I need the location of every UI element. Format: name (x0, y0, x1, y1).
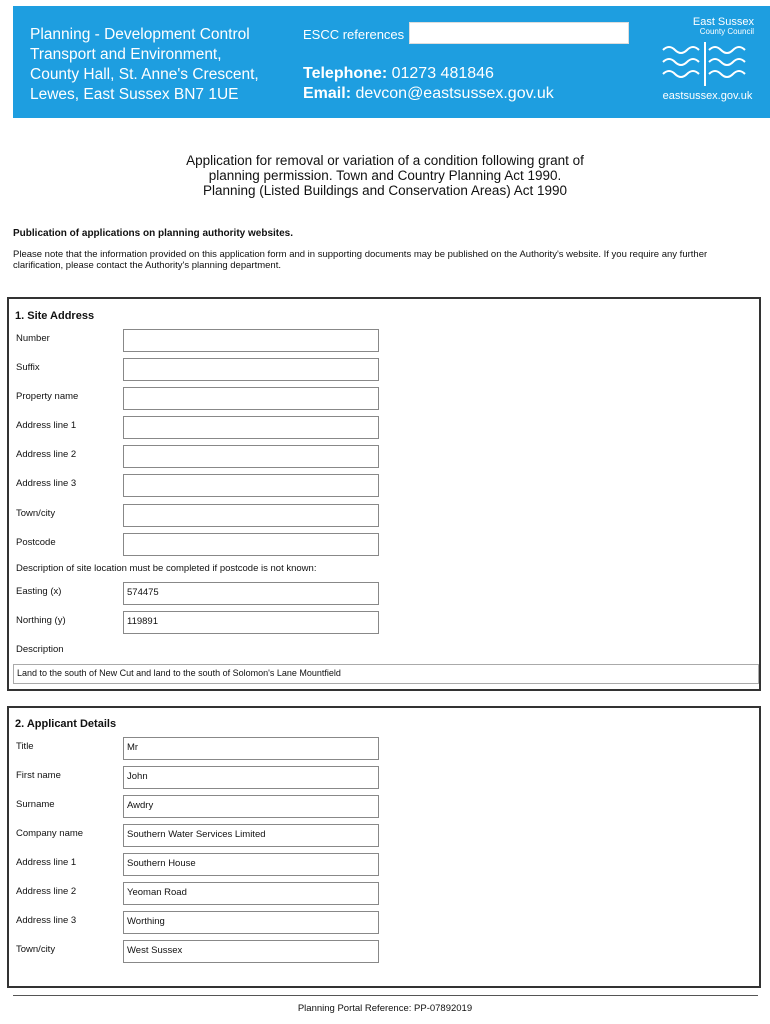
address-line-1-input[interactable] (123, 416, 379, 439)
applicant-address-line-3-input[interactable]: Worthing (123, 911, 379, 934)
applicant-town-city-input[interactable]: West Sussex (123, 940, 379, 963)
waves-icon (661, 42, 753, 86)
header-banner (13, 6, 770, 118)
postcode-input[interactable] (123, 533, 379, 556)
field-label: Postcode (16, 537, 56, 548)
council-logo: East Sussex County Council eastsussex.gov.uk (655, 14, 760, 110)
telephone-number: 01273 481846 (391, 65, 494, 82)
section-title: 1. Site Address (15, 310, 95, 322)
applicant-details-section (7, 706, 761, 988)
field-label: Easting (x) (16, 586, 62, 597)
field-label: Title (16, 741, 34, 752)
form-title: Application for removal or variation of a condition following grant of planning permission. Town and Country Planning Act 1990. Planning (Listed Buildings and Conservation Areas) Act 1990 (186, 153, 584, 198)
publication-heading: Publication of applications on planning authority websites. (13, 228, 294, 239)
field-label: Suffix (16, 362, 40, 373)
northing-input[interactable]: 119891 (123, 611, 379, 634)
description-input[interactable]: Land to the south of New Cut and land to the south of Solomon's Lane Mountfield (13, 664, 759, 684)
office-address: Planning - Development Control Transport and Environment, County Hall, St. Anne's Crescent, Lewes, East Sussex BN7 1UE (30, 26, 259, 103)
portal-reference: Planning Portal Reference: PP-07892019 (297, 1003, 473, 1014)
field-label: Address line 3 (16, 478, 77, 489)
field-label: Description (16, 644, 64, 655)
escc-references-label: ESCC references (303, 27, 405, 42)
field-label: Address line 2 (16, 449, 77, 460)
publication-notice: Please note that the information provided on this application form and in supporting documents may be published on the Authority's website. If you require any further clarification, please contact the Authority's planning department. (13, 249, 708, 271)
field-label: Address line 1 (16, 420, 77, 431)
title-input[interactable]: Mr (123, 737, 379, 760)
number-input[interactable] (123, 329, 379, 352)
company-name-input[interactable]: Southern Water Services Limited (123, 824, 379, 847)
field-label: Number (16, 333, 50, 344)
applicant-address-line-2-input[interactable]: Yeoman Road (123, 882, 379, 905)
address-line-3-input[interactable] (123, 474, 379, 497)
easting-input[interactable]: 574475 (123, 582, 379, 605)
property-name-input[interactable] (123, 387, 379, 410)
footer-divider (13, 995, 758, 996)
field-label: Surname (16, 799, 55, 810)
site-address-section (7, 297, 761, 691)
field-label: Town/city (16, 944, 56, 955)
field-label: Address line 3 (16, 915, 77, 926)
field-label: Address line 2 (16, 886, 77, 897)
section-title: 2. Applicant Details (15, 718, 117, 730)
field-label: Address line 1 (16, 857, 77, 868)
location-note: Description of site location must be completed if postcode is not known: (16, 563, 317, 574)
field-label: Northing (y) (16, 615, 66, 626)
contact-details: Telephone: 01273 481846 Email: devcon@eastsussex.gov.uk (303, 65, 554, 102)
surname-input[interactable]: Awdry (123, 795, 379, 818)
field-label: First name (16, 770, 61, 781)
first-name-input[interactable]: John (123, 766, 379, 789)
applicant-address-line-1-input[interactable]: Southern House (123, 853, 379, 876)
address-line-2-input[interactable] (123, 445, 379, 468)
field-label: Property name (16, 391, 79, 402)
email-address: devcon@eastsussex.gov.uk (355, 85, 554, 102)
escc-references-input[interactable] (409, 22, 629, 44)
field-label: Company name (16, 828, 84, 839)
suffix-input[interactable] (123, 358, 379, 381)
town-city-input[interactable] (123, 504, 379, 527)
field-label: Town/city (16, 508, 56, 519)
council-website: eastsussex.gov.uk (662, 90, 753, 102)
